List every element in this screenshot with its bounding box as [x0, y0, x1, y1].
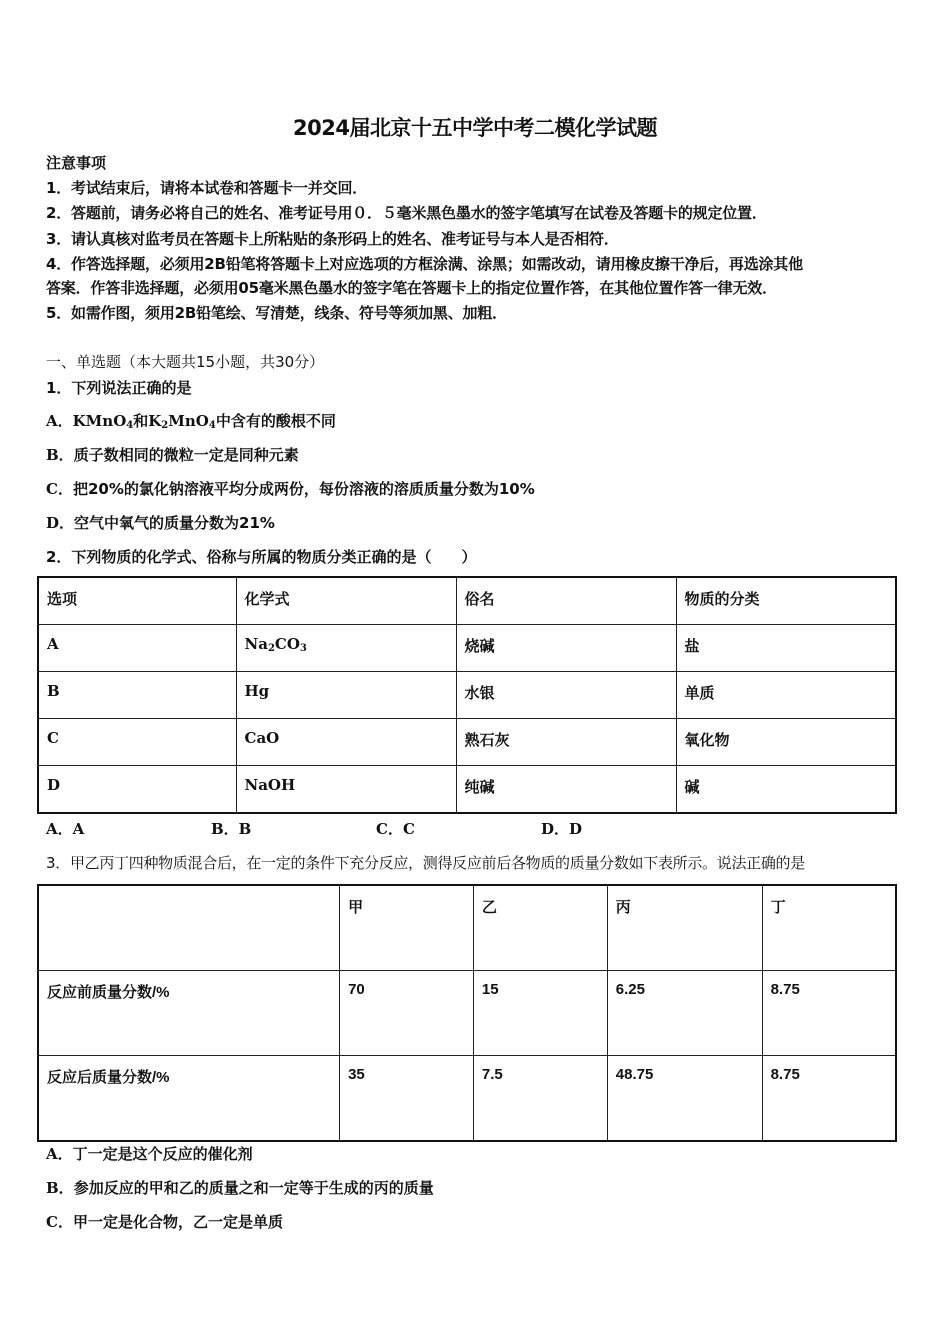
header-cell: 俗名: [464, 590, 495, 608]
table-header-row: [38, 577, 896, 625]
notice-item-3: 3．请认真核对监考员在答题卡上所粘贴的条形码上的姓名、准考证号与本人是否相符．: [46, 230, 619, 248]
question-3-option-c[interactable]: C．甲一定是化合物，乙一定是单质: [46, 1213, 283, 1231]
notice-item-4-cont: 答案．作答非选择题，必须用05毫米黑色墨水的签字笔在答题卡上的指定位置作答，在其他位置作答一律无效．: [46, 279, 777, 297]
question-1-option-c[interactable]: C．把20%的氯化钠溶液平均分成两份，每份溶液的溶质质量分数为10%: [46, 480, 535, 498]
table-row: B Hg 水银 单质: [38, 672, 896, 719]
header-cell: 化学式: [244, 590, 290, 608]
header-cell: 丙: [615, 899, 631, 916]
option-label: A．: [46, 412, 73, 430]
question-3-option-a[interactable]: A．丁一定是这个反应的催化剂: [46, 1145, 253, 1163]
question-1-option-d[interactable]: D．空气中氧气的质量分数为21%: [46, 514, 275, 532]
notice-item-1: 1．考试结束后，请将本试卷和答题卡一并交回．: [46, 179, 368, 197]
question-2-stem: 2．下列物质的化学式、俗称与所属的物质分类正确的是（ ）: [46, 548, 477, 566]
question-2-answer-c[interactable]: C．C: [376, 820, 415, 838]
header-cell: 丁: [770, 899, 786, 916]
table-row: C CaO 熟石灰 氧化物: [38, 719, 896, 766]
header-cell: 选项: [47, 590, 78, 608]
table-row: 反应前质量分数/% 70 15 6.25 8.75: [38, 971, 896, 1056]
table-row: D NaOH 纯碱 碱: [38, 766, 896, 814]
question-1-option-b[interactable]: B．质子数相同的微粒一定是同种元素: [46, 446, 299, 464]
section-heading: 一、单选题（本大题共15小题，共30分）: [46, 353, 325, 371]
header-cell: 乙: [481, 899, 497, 916]
question-3-option-b[interactable]: B．参加反应的甲和乙的质量之和一定等于生成的丙的质量: [46, 1179, 434, 1197]
notice-item-2: 2．答题前，请务必将自己的姓名、准考证号用０．５毫米黑色墨水的签字笔填写在试卷及答题卡的规定位置．: [46, 204, 767, 222]
table-row: A $Na_2CO_3$ 烧碱 盐: [38, 625, 896, 672]
notice-item-4: 4．作答选择题，必须用2B铅笔将答题卡上对应选项的方框涂满、涂黑；如需改动，请用橡皮擦干净后，再选涂其他: [46, 255, 803, 273]
formula-cell: $Na_2CO_3$: [244, 635, 307, 654]
header-cell: 甲: [348, 899, 364, 916]
table-row: 反应后质量分数/% 35 7.5 48.75 8.75: [38, 1056, 896, 1142]
table-header-row: [38, 885, 896, 971]
notice-item-5: 5．如需作图，须用2B铅笔绘、写清楚，线条、符号等须加黑、加粗．: [46, 304, 507, 322]
question-2-table: [37, 576, 897, 814]
question-2-answer-d[interactable]: D．D: [541, 820, 583, 838]
question-2-answer-a[interactable]: A．A: [46, 820, 85, 838]
question-3-table: [37, 884, 897, 1142]
header-cell: 物质的分类: [684, 590, 760, 608]
question-3-stem: 3．甲乙丙丁四种物质混合后，在一定的条件下充分反应，测得反应前后各物质的质量分数如下表所示。说法正确的是: [46, 854, 805, 872]
question-1-option-a[interactable]: A．KMnO$_4$和$K_2MnO_4$中含有的酸根不同: [46, 412, 336, 431]
question-2-answer-b[interactable]: B．B: [211, 820, 252, 838]
question-1-stem: 1．下列说法正确的是: [46, 379, 192, 397]
notice-heading: 注意事项: [46, 154, 107, 172]
page-title: 2024届北京十五中学中考二模化学试题: [293, 116, 657, 140]
